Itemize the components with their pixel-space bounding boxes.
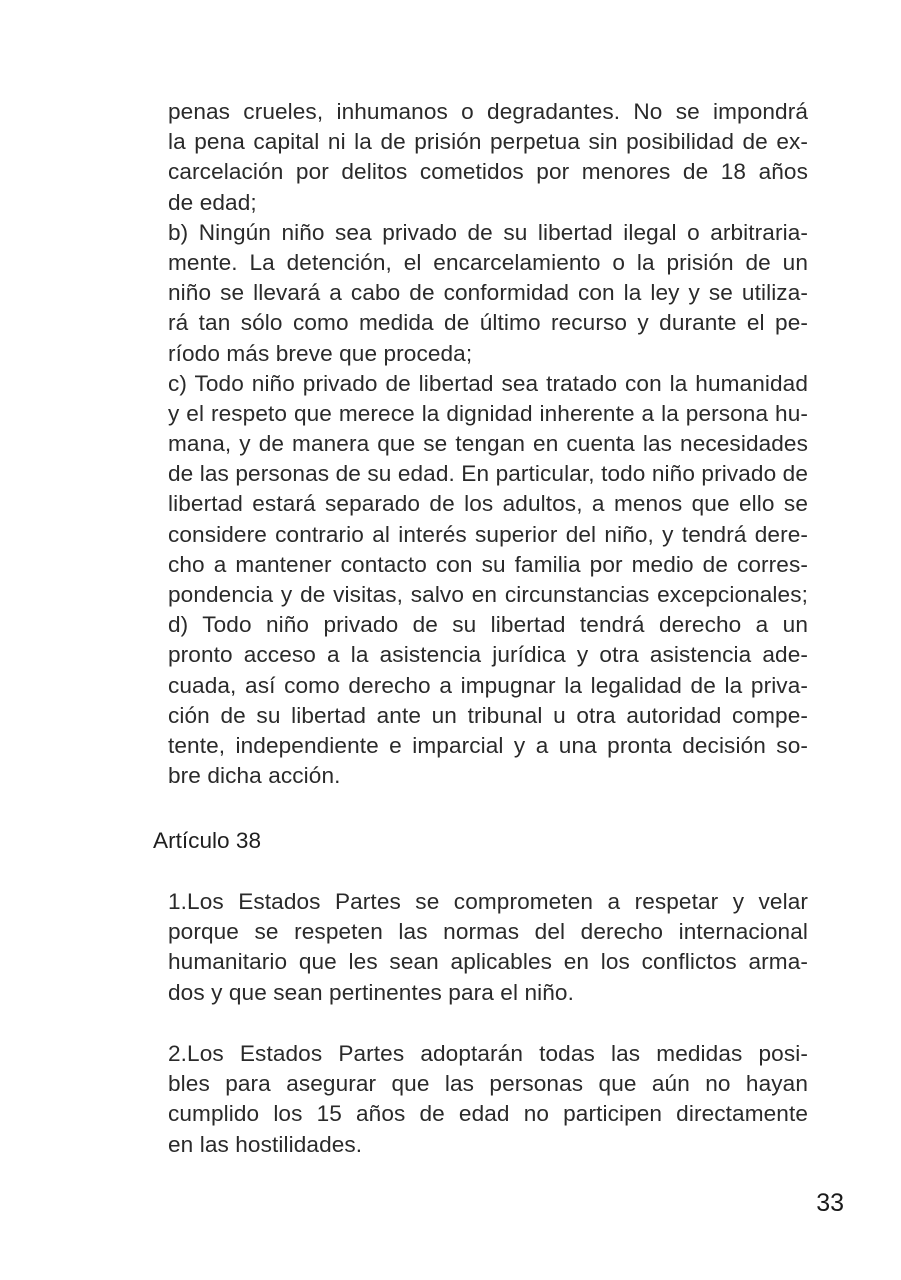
- text-line: niño se llevará a cabo de conformidad con la ley y se utiliza-: [168, 280, 808, 306]
- text-line: bre dicha acción.: [168, 763, 341, 789]
- text-line: ríodo más breve que proceda;: [168, 340, 473, 366]
- text-line: rá tan sólo como medida de último recurso y durante el pe-: [168, 310, 808, 336]
- text-line: b) Ningún niño sea privado de su libertad ilegal o arbitraria-: [168, 219, 808, 245]
- text-line: penas crueles, inhumanos o degradantes. No se impondrá: [168, 99, 808, 124]
- text-line: la pena capital ni la de prisión perpetua sin posibilidad de ex-: [168, 129, 808, 155]
- text-line: 1.Los Estados Partes se comprometen a respetar y velar: [168, 889, 808, 914]
- text-line: humanitario que les sean aplicables en los conflictos arma-: [168, 949, 808, 975]
- text-line: libertad estará separado de los adultos, a menos que ello se: [168, 491, 808, 517]
- text-line: porque se respeten las normas del derecho internacional: [168, 919, 808, 945]
- text-line: carcelación por delitos cometidos por menores de 18 años: [168, 159, 808, 185]
- text-line: cuada, así como derecho a impugnar la legalidad de la priva-: [168, 672, 808, 698]
- text-line: cho a mantener contacto con su familia por medio de corres-: [168, 551, 808, 577]
- text-line: en las hostilidades.: [168, 1131, 363, 1157]
- page-number: 33: [816, 1189, 844, 1217]
- text-line: ción de su libertad ante un tribunal u otra autoridad compe-: [168, 702, 808, 728]
- text-line: tente, independiente e imparcial y a una pronta decisión so-: [168, 732, 808, 758]
- article-heading: Artículo 38: [153, 828, 262, 853]
- text-line: dos y que sean pertinentes para el niño.: [168, 979, 574, 1005]
- text-line: bles para asegurar que las personas que aún no hayan: [168, 1071, 808, 1097]
- text-line: mente. La detención, el encarcelamiento o la prisión de un: [168, 249, 808, 275]
- text-line: cumplido los 15 años de edad no participen directamente: [168, 1101, 808, 1127]
- text-line: de las personas de su edad. En particular, todo niño privado de: [168, 461, 808, 487]
- body-text-block: [168, 97, 808, 791]
- text-line: mana, y de manera que se tengan en cuenta las necesidades: [168, 431, 808, 457]
- text-line: d) Todo niño privado de su libertad tendrá derecho a un: [168, 612, 808, 638]
- text-line: de edad;: [168, 189, 257, 215]
- text-line: pronto acceso a la asistencia jurídica y otra asistencia ade-: [168, 642, 808, 668]
- text-line: c) Todo niño privado de libertad sea tratado con la humanidad: [168, 370, 808, 396]
- text-line: considere contrario al interés superior del niño, y tendrá dere-: [168, 521, 808, 547]
- text-line: y el respeto que merece la dignidad inherente a la persona hu-: [168, 400, 808, 426]
- text-line: pondencia y de visitas, salvo en circunstancias excepcionales;: [168, 582, 808, 607]
- text-line: 2.Los Estados Partes adoptarán todas las medidas posi-: [168, 1041, 808, 1066]
- article-paragraph-2: [168, 1039, 808, 1160]
- article-paragraph-1: [168, 887, 808, 1008]
